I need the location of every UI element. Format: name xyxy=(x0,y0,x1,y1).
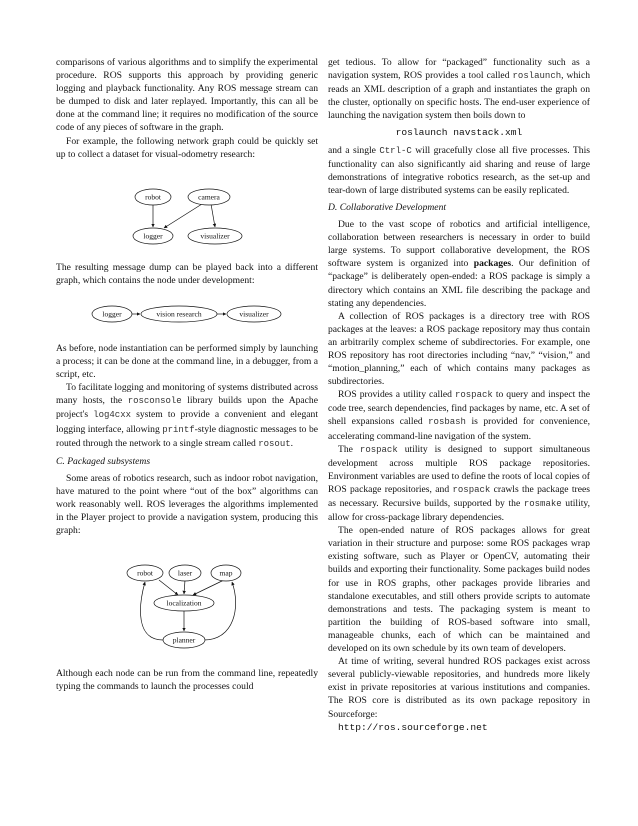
node-label: localization xyxy=(166,598,202,608)
section-heading: D. Collaborative Development xyxy=(328,201,447,213)
figure-navigation-graph xyxy=(56,537,318,667)
node-visualizer xyxy=(188,228,242,244)
edge-robot-localization xyxy=(159,580,178,595)
node-label: robot xyxy=(145,192,161,202)
paragraph: Due to the vast scope of robotics and artificial intelligence, collaboration between researchers is necessary in order to build large systems. To support collaborative development, the ROS software system is organized into packages. Our definition of “package” is deliberately open-ended: a ROS package is simply a directory which contains an XML file describing the package and stating any dependencies. xyxy=(328,219,590,309)
command-example: roslaunch navstack.xml xyxy=(395,127,523,139)
right-column xyxy=(328,56,590,734)
paragraph: The rospack utility is designed to support simultaneous development across multiple ROS package repositories. Environment variables are used to define the roots of local copies of ROS package repositories, and rospack crawls the package trees as necessary. Recursive builds, supported by the rosmake utility, allow for cross-package library dependencies. xyxy=(328,443,590,524)
paragraph: get tedious. To allow for “packaged” functionality such as a navigation system, ROS provides a tool called roslaunch, which reads an XML description of a graph and instantiates the graph on the cluster, optionally on specific hosts. The end-user experience of launching the navigation system then boils down to xyxy=(328,57,590,122)
node-label: planner xyxy=(172,635,196,645)
left-column xyxy=(56,56,318,693)
node-label: logger xyxy=(143,231,163,241)
node-label: visualizer xyxy=(239,309,269,319)
node-visualizer xyxy=(227,306,281,322)
node-map xyxy=(211,565,241,581)
figure-playback-graph xyxy=(56,287,318,342)
figure-dataset-graph xyxy=(56,161,318,261)
node-logger xyxy=(133,228,173,244)
section-heading: C. Packaged subsystems xyxy=(56,455,151,467)
paragraph: For example, the following network graph could be quickly set up to collect a dataset for visual-odometry research: xyxy=(56,135,318,160)
node-label: vision research xyxy=(156,309,202,319)
node-label: visualizer xyxy=(200,231,230,241)
paragraph: The open-ended nature of ROS packages allows for great variation in their structure and purpose: some ROS packages wrap existing software, such as Player or OpenCV, automating their builds and exporting their functionality. Some packages build nodes for use in ROS graphs, other packages provide libraries and standalone executables, and still others provide scripts to automate demonstrations and tests. The packaging system is meant to partition the building of ROS-based software into small, manageable chunks, each of which can be maintained and developed on its own schedule by its own team of developers. xyxy=(328,525,590,655)
paragraph: comparisons of various algorithms and to simplify the experimental procedure. ROS supports this approach by providing generic logging and playback functionality. Any ROS message stream can be dumped to disk and later replayed. Importantly, this can all be done at the command line; it requires no modification of the source code of any pieces of software in the graph. xyxy=(56,57,318,134)
node-logger xyxy=(92,306,132,322)
node-label: map xyxy=(219,568,233,578)
node-label: robot xyxy=(137,568,153,578)
paragraph: To facilitate logging and monitoring of systems distributed across many hosts, the rosconsole library builds upon the Apache project's log4cxx system to provide a convenient and elegant logging interface, allowing printf-style diagnostic messages to be routed through the network to a single stream called rosout. xyxy=(56,382,319,449)
paragraph: The resulting message dump can be played back into a different graph, which contains the node under development: xyxy=(56,261,318,286)
paragraph: A collection of ROS packages is a directory tree with ROS packages at the leaves: a ROS package repository may thus contain an arbitrarily complex scheme of subdirectories. For example, one ROS repository has root directories including “nav,” “vision,” and “motion_planning,” each of which contains many packages as subdirectories. xyxy=(328,310,590,388)
edge-camera-visualizer xyxy=(211,204,215,227)
node-label: camera xyxy=(198,192,220,202)
node-robot xyxy=(135,189,171,205)
paragraph: and a single Ctrl-C will gracefully close all five processes. This functionality can also significantly aid sharing and reuse of large demonstrations of integrative robotics research, as the set-up and tear-down of large distributed systems can be easily replicated. xyxy=(328,144,590,196)
node-label: logger xyxy=(102,309,122,319)
paragraph: Some areas of robotics research, such as indoor robot navigation, have matured to the point where “out of the box” algorithms can work reasonably well. ROS leverages the algorithms implemented in the Player project to provide a navigation system, producing this graph: xyxy=(56,472,318,537)
edge-planner-map xyxy=(204,582,236,640)
paragraph: At time of writing, several hundred ROS packages exist across several publicly-viewable repositories, and hundreds more likely exist in private repositories at various institutions and companies. The ROS core is distributed as its own package repository in Sourceforge: xyxy=(328,656,590,720)
node-label: laser xyxy=(177,568,193,578)
node-vision-research xyxy=(141,306,217,322)
node-camera xyxy=(188,189,230,205)
paragraph: Although each node can be run from the command line, repeatedly typing the commands to launch the processes could xyxy=(56,668,318,693)
repository-url: http://ros.sourceforge.net xyxy=(338,721,488,733)
node-laser xyxy=(169,565,201,581)
edge-map-localization xyxy=(193,580,224,595)
edge-planner-robot xyxy=(140,582,163,640)
edge-laser-localization xyxy=(184,580,185,594)
paragraph: ROS provides a utility called rospack to query and inspect the code tree, search dependencies, find packages by name, etc. A set of shell expansions called rosbash is provided for convenience, accelerating command-line navigation of the system. xyxy=(328,389,591,442)
edge-camera-logger xyxy=(164,204,202,228)
node-localization xyxy=(154,595,214,611)
node-robot xyxy=(127,565,163,581)
paragraph: As before, node instantiation can be performed simply by launching a process; it can be done at the command line, in a debugger, from a script, etc. xyxy=(56,342,318,381)
node-planner xyxy=(163,632,205,648)
